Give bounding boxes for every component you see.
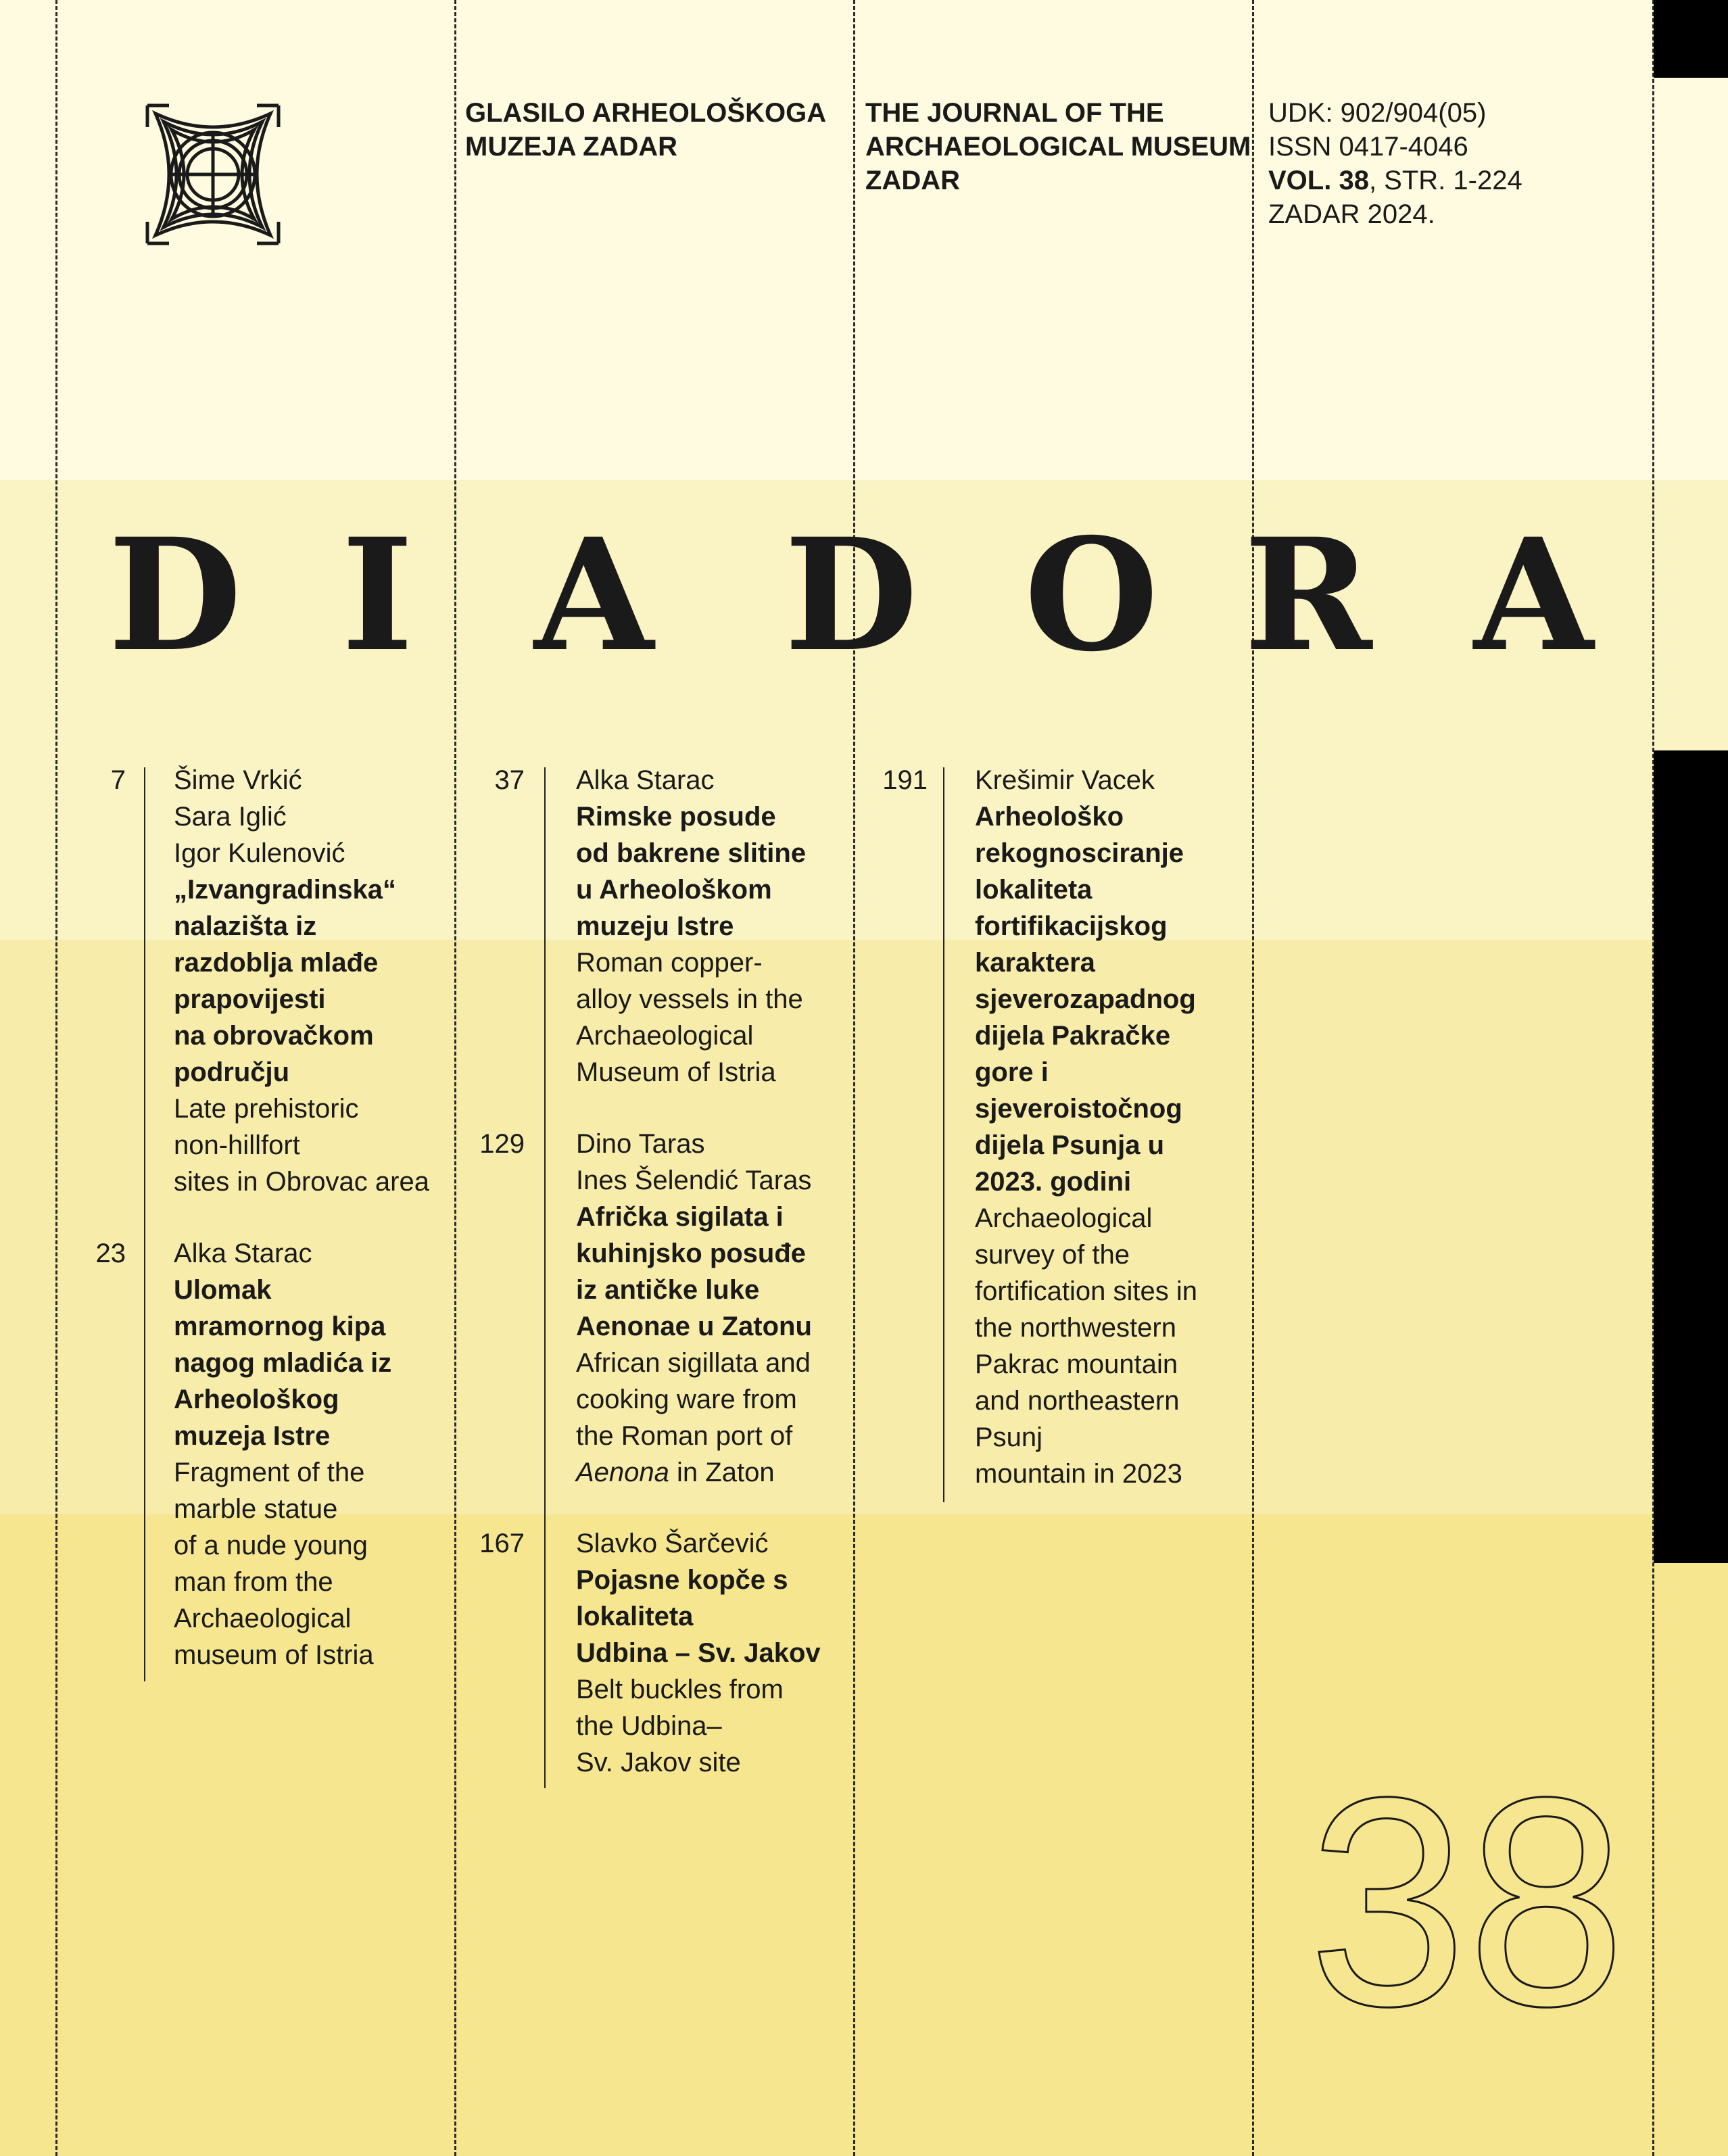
english-title-line: the Roman port of <box>576 1421 793 1451</box>
article-title-line: Rimske posude <box>576 802 776 832</box>
article-title-line: „Izvangradinska“ <box>174 875 397 905</box>
edge-tab-top <box>1654 0 1728 78</box>
issn-number: ISSN 0417-4046 <box>1268 132 1468 162</box>
journal-name-english <box>865 96 1251 197</box>
english-title-line: mountain in 2023 <box>975 1459 1182 1489</box>
page-number: 7 <box>110 765 126 795</box>
english-title-line: the northwestern <box>975 1313 1176 1343</box>
title-letter: I <box>341 504 414 686</box>
article-title-line: muzeju Istre <box>576 911 734 941</box>
english-title-line: Sv. Jakov site <box>576 1748 741 1777</box>
toc-entry <box>399 1126 845 1504</box>
english-title-line: African sigillata and <box>576 1348 811 1378</box>
article-title-line: Afrička sigilata i <box>576 1202 784 1232</box>
english-italic-word: Aenona <box>576 1458 669 1487</box>
title-letter: D <box>108 504 242 686</box>
english-title-line: sites in Obrovac area <box>174 1167 429 1197</box>
column-guide-4 <box>1252 0 1254 2156</box>
journal-name-english-line: ARCHAEOLOGICAL MUSEUM <box>865 132 1251 162</box>
author: Krešimir Vacek <box>975 765 1155 795</box>
english-title-line: Pakrac mountain <box>975 1349 1178 1379</box>
english-title-line: Late prehistoric <box>174 1094 359 1124</box>
page-number: 167 <box>479 1529 525 1558</box>
english-title-line: cooking ware from <box>576 1385 797 1414</box>
page-number: 37 <box>494 765 525 795</box>
article-title-line: muzeja Istre <box>174 1421 331 1451</box>
title-letter: R <box>1244 504 1372 686</box>
author: Slavko Šarčević <box>576 1529 769 1558</box>
english-title-line: Belt buckles from <box>576 1675 784 1704</box>
english-title-line: Archaeological <box>975 1203 1153 1233</box>
toc-entry <box>802 762 1248 1506</box>
journal-name-english-line: THE JOURNAL OF THE <box>865 98 1164 128</box>
english-title-line: of a nude young <box>174 1531 368 1560</box>
article-title-line: gore i <box>975 1057 1049 1087</box>
article-title-line: rekognosciranje <box>975 838 1184 868</box>
article-title-line: dijela Pakračke <box>975 1021 1171 1051</box>
english-title-line: survey of the <box>975 1240 1130 1270</box>
article-title-line: u Arheološkom <box>576 875 772 905</box>
volume-pages <box>1268 164 1522 197</box>
article-title-line: području <box>174 1057 290 1087</box>
article-title-line: mramornog kipa <box>174 1312 386 1341</box>
article-title-line: Pojasne kopče s <box>576 1565 788 1595</box>
english-title-line: Archaeological <box>576 1021 754 1051</box>
article-title-line: lokaliteta <box>576 1602 694 1631</box>
english-title-line: Archaeological <box>174 1604 352 1633</box>
page-number: 129 <box>479 1129 525 1159</box>
article-title-line: nagog mladića iz <box>174 1348 392 1378</box>
author: Igor Kulenović <box>174 838 345 868</box>
article-title-line: karaktera <box>975 948 1095 978</box>
english-tail: in Zaton <box>669 1458 775 1487</box>
title-letter: D <box>784 504 918 686</box>
journal-name-english-line: ZADAR <box>865 166 960 195</box>
place-year: ZADAR 2024. <box>1268 199 1435 229</box>
english-title-line: Fragment of the <box>174 1458 365 1487</box>
article-title-line: na obrovačkom <box>174 1021 374 1051</box>
english-title-line: Roman copper- <box>576 948 763 978</box>
article-title-line: sjeverozapadnog <box>975 984 1196 1014</box>
english-title-line: marble statue <box>174 1494 338 1524</box>
english-title-line: and northeastern <box>975 1386 1180 1416</box>
pages-label: , STR. 1-224 <box>1368 166 1522 195</box>
article-title-line: prapovijesti <box>174 984 326 1014</box>
author: Šime Vrkić <box>174 765 302 795</box>
article-title-line: nalazišta iz <box>174 911 317 941</box>
article-title-line: sjeveroistočnog <box>975 1094 1182 1124</box>
volume-label: VOL. 38 <box>1268 166 1369 195</box>
entry-rule <box>943 767 944 1502</box>
article-title-line: lokaliteta <box>975 875 1093 905</box>
author: Ines Šelendić Taras <box>576 1166 812 1195</box>
english-title-line-last <box>576 1454 812 1491</box>
toc-entry <box>399 1525 845 1796</box>
edge-tab-middle <box>1654 750 1728 1563</box>
page-number: 191 <box>882 765 928 795</box>
author: Alka Starac <box>174 1239 312 1268</box>
volume-number-outline <box>1305 1785 1629 2015</box>
toc-entry <box>0 1235 446 1681</box>
article-title-line: iz antičke luke <box>576 1275 760 1305</box>
celtic-knot-logo-icon <box>142 100 284 249</box>
journal-title <box>0 504 1728 686</box>
english-title-line: man from the <box>174 1567 333 1597</box>
article-title-line: Udbina – Sv. Jakov <box>576 1638 821 1668</box>
article-title-line: dijela Psunja u <box>975 1130 1165 1160</box>
article-title-line: kuhinjsko posuđe <box>576 1239 807 1268</box>
journal-name-croatian <box>465 96 826 164</box>
volume-number-text: 38 <box>1308 1785 1626 2015</box>
toc-entry <box>399 762 845 1100</box>
article-title-line: 2023. godini <box>975 1167 1132 1197</box>
article-title-line: razdoblja mlađe <box>174 948 379 978</box>
english-title-line: museum of Istria <box>174 1640 374 1670</box>
article-title-line: Arheološko <box>975 802 1124 832</box>
article-title-line: od bakrene slitine <box>576 838 807 868</box>
article-title-line: Aenonae u Zatonu <box>576 1312 812 1341</box>
publication-metadata <box>1268 96 1522 231</box>
title-letter: A <box>534 504 654 686</box>
page-number: 23 <box>95 1239 126 1268</box>
english-title-line: Psunj <box>975 1422 1043 1452</box>
udk-code: UDK: 902/904(05) <box>1268 98 1487 128</box>
author: Sara Iglić <box>174 802 287 832</box>
article-title-line: Ulomak <box>174 1275 272 1305</box>
author: Alka Starac <box>576 765 715 795</box>
journal-name-croatian-line: GLASILO ARHEOLOŠKOGA <box>465 98 827 128</box>
article-title-line: Arheološkog <box>174 1385 339 1414</box>
english-title-line: Museum of Istria <box>576 1057 776 1087</box>
english-title-line: fortification sites in <box>975 1276 1198 1306</box>
article-title-line: fortifikacijskog <box>975 911 1168 941</box>
english-title-line: alloy vessels in the <box>576 984 803 1014</box>
title-letter: O <box>1024 504 1159 686</box>
english-title-line: non-hillfort <box>174 1130 300 1160</box>
english-title-line: the Udbina– <box>576 1711 722 1741</box>
journal-name-croatian-line: MUZEJA ZADAR <box>465 132 678 162</box>
author: Dino Taras <box>576 1129 705 1159</box>
title-letter: A <box>1474 504 1593 686</box>
